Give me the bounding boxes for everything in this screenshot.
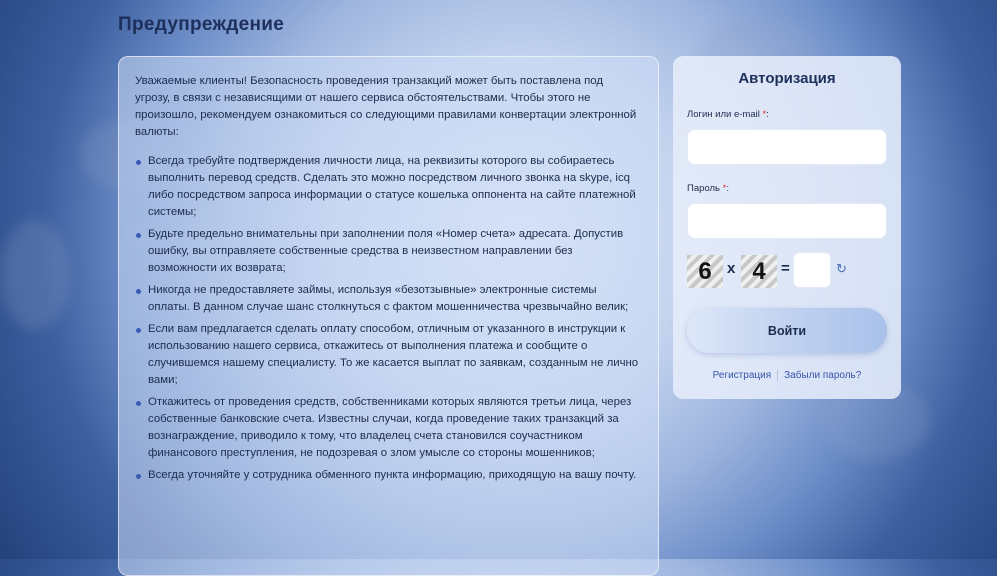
auth-links <box>673 370 901 381</box>
required-mark: * <box>722 183 727 194</box>
login-label <box>687 109 769 120</box>
captcha-digit-b: 4 <box>741 255 777 288</box>
divider <box>777 370 778 381</box>
list-item <box>135 153 640 221</box>
rule-text: Никогда не предоставляете займы, используя «безотзывные» электронные системы оплаты. В данном случае шанс столкнуться с фактом мошенничества чрезвычайно велик; <box>148 284 629 313</box>
password-label <box>687 183 729 194</box>
bullet-icon <box>136 328 141 333</box>
bullet-icon <box>136 233 141 238</box>
captcha-answer-input[interactable] <box>793 252 831 288</box>
rule-text: Будьте предельно внимательны при заполнении поля «Номер счета» адресата. Допустив ошибку, вы отправляете собственные средства в неизвестном направлении без возможности их возврата; <box>148 228 624 274</box>
forgot-password-link[interactable]: Забыли пароль? <box>784 370 862 382</box>
warning-intro: Уважаемые клиенты! Безопасность проведения транзакций может быть поставлена под угрозу, в связи с независящими от нашего сервиса обстоятельствами. Чтобы этого не произошло, рекомендуем ознакомиться со следующими правилами конвертации электронной валюты: <box>135 75 637 138</box>
password-label-text: Пароль <box>687 183 720 194</box>
login-input[interactable] <box>687 129 887 165</box>
required-mark: * <box>762 109 767 120</box>
list-item <box>135 226 640 277</box>
rule-text: Если вам предлагается сделать оплату способом, отличным от указанного в инструкции к использованию нашего сервиса, откажитесь от выполнения платежа и сообщите о случившемся нашему специалисту. То же касается выплат по заявкам, созданным не лично вами; <box>148 323 639 386</box>
list-item <box>135 394 640 462</box>
refresh-icon[interactable]: ↻ <box>836 261 847 276</box>
bullet-icon <box>136 160 141 165</box>
register-link[interactable]: Регистрация <box>712 370 772 382</box>
captcha-digit-a: 6 <box>687 255 723 288</box>
rule-text: Откажитесь от проведения средств, собственниками которых являются третьи лица, через собственные банковские счета. Известны случаи, когда проведение таких транзакций за вознаграждение, приводило к тому, что владелец счета становился соучастником финансового преступления, не подозревая о злом умысле со стороны мошенников; <box>148 396 632 459</box>
captcha-equals: = <box>781 260 790 277</box>
auth-title: Авторизация <box>738 70 836 87</box>
list-item <box>135 282 640 316</box>
moon-crater <box>0 220 70 330</box>
login-label-text: Логин или e-mail <box>687 109 760 120</box>
bullet-icon <box>136 289 141 294</box>
password-input[interactable] <box>687 203 887 239</box>
page-title: Предупреждение <box>118 14 285 35</box>
bullet-icon <box>136 474 141 479</box>
auth-panel <box>673 56 901 399</box>
login-button[interactable]: Войти <box>687 308 887 353</box>
captcha <box>687 252 887 292</box>
label-colon: : <box>766 109 769 120</box>
label-colon: : <box>726 183 729 194</box>
bullet-icon <box>136 401 141 406</box>
list-item <box>135 321 640 389</box>
rule-text: Всегда уточняйте у сотрудника обменного пункта информацию, приходящую на вашу почту. <box>148 469 637 481</box>
warning-panel <box>118 56 659 576</box>
warning-rules-list <box>135 153 640 484</box>
rule-text: Всегда требуйте подтверждения личности лица, на реквизиты которого вы собираетесь выполнить перевод средств. Сделать это можно посредством личного звонка на skype, icq либо посредством запроса информации о статусе кошелька оппонента на сайте платежной системы; <box>148 155 636 218</box>
captcha-operator: x <box>727 260 736 277</box>
list-item <box>135 467 640 484</box>
